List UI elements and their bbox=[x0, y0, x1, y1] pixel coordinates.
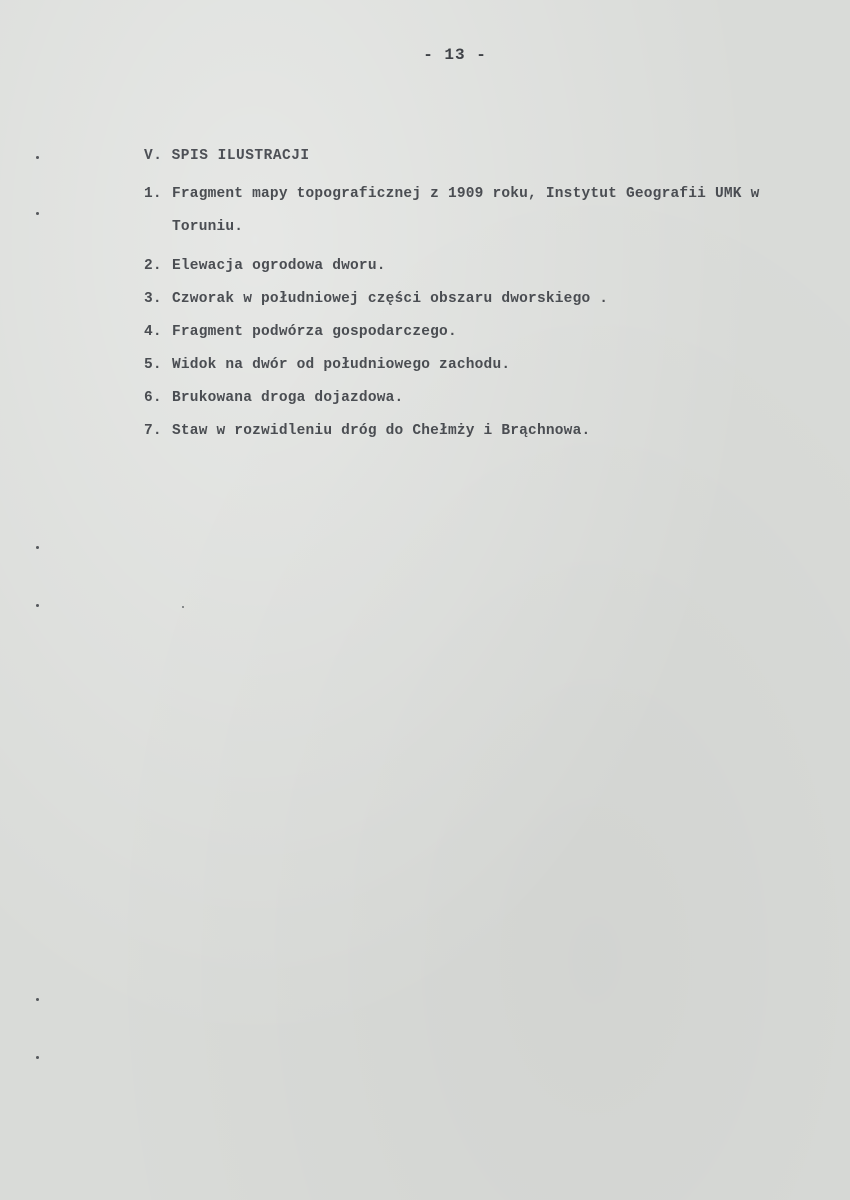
scan-mark bbox=[36, 546, 39, 549]
illustration-list bbox=[144, 184, 814, 454]
list-item-text: Widok na dwór od południowego zachodu. bbox=[172, 357, 511, 373]
list-item-text: Fragment podwórza gospodarczego. bbox=[172, 324, 457, 340]
list-item bbox=[144, 421, 814, 442]
list-item bbox=[144, 322, 814, 343]
list-item bbox=[144, 256, 814, 277]
scan-mark bbox=[36, 212, 39, 215]
list-item bbox=[144, 355, 814, 376]
list-item-text: Brukowana droga dojazdowa. bbox=[172, 390, 404, 406]
list-item-number: 2. bbox=[144, 258, 162, 274]
list-item-number: 5. bbox=[144, 357, 162, 373]
list-item bbox=[144, 388, 814, 409]
list-item-number: 4. bbox=[144, 324, 162, 340]
list-item-number: 7. bbox=[144, 423, 162, 439]
list-item-number: 6. bbox=[144, 390, 162, 406]
list-item bbox=[144, 184, 814, 244]
list-item-text: Elewacja ogrodowa dworu. bbox=[172, 258, 386, 274]
list-item bbox=[144, 289, 814, 310]
scan-mark bbox=[36, 998, 39, 1001]
scan-mark bbox=[36, 1056, 39, 1059]
scan-mark bbox=[36, 604, 39, 607]
list-item-number: 3. bbox=[144, 291, 162, 307]
list-item-text: Fragment mapy topograficznej z 1909 roku, Instytut Geografii UMK w Toruniu. bbox=[172, 186, 760, 235]
list-item-number: 1. bbox=[144, 186, 162, 202]
list-item-text: Czworak w południowej części obszaru dworskiego . bbox=[172, 291, 609, 307]
list-item-text: Staw w rozwidleniu dróg do Chełmży i Brąchnowa. bbox=[172, 423, 591, 439]
page-number: - 13 - bbox=[423, 46, 487, 64]
paper-speck bbox=[182, 606, 184, 608]
section-heading: V. SPIS ILUSTRACJI bbox=[144, 148, 310, 164]
scan-mark bbox=[36, 156, 39, 159]
